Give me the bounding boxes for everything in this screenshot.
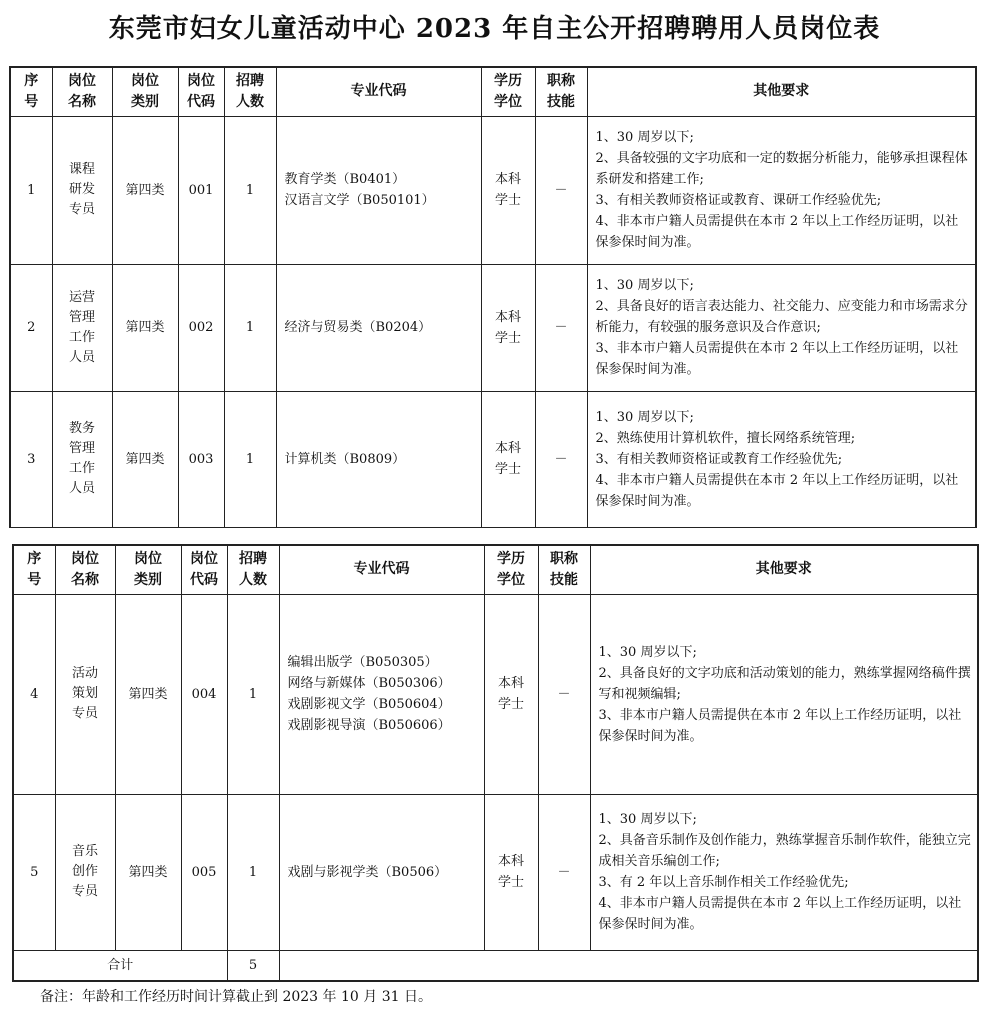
page-title: 东莞市妇女儿童活动中心 2023 年自主公开招聘聘用人员岗位表 (108, 14, 881, 44)
header-degree: 学历 学位 (484, 545, 538, 594)
cell-other: 1、30 周岁以下; 2、具备音乐制作及创作能力，熟练掌握音乐制作软件，能独立完成相关音乐编创工作; 3、有 2 年以上音乐制作相关工作经验优先; 4、非本市户籍人员需提供在本市 2 年以上工作经历证明，以社保参保时间为准。 (590, 794, 978, 950)
header-category: 岗位 类别 (115, 545, 181, 594)
cell-title-skill: － (535, 116, 587, 264)
table-row (13, 794, 978, 950)
cell-name: 运营 管理 工作 人员 (52, 264, 112, 391)
cell-major: 经济与贸易类（B0204） (276, 264, 481, 391)
cell-code: 004 (181, 594, 227, 794)
cell-degree: 本科 学士 (484, 594, 538, 794)
header-count: 招聘 人数 (224, 67, 276, 116)
cell-title-skill: － (538, 594, 590, 794)
cell-major: 教育学类（B0401） 汉语言文学（B050101） (276, 116, 481, 264)
cell-other: 1、30 周岁以下; 2、具备良好的文字功底和活动策划的能力，熟练掌握网络稿件撰写和视频编辑; 3、非本市户籍人员需提供在本市 2 年以上工作经历证明，以社保参保时间为准。 (590, 594, 978, 794)
header-count: 招聘 人数 (227, 545, 279, 594)
cell-count: 1 (227, 794, 279, 950)
cell-other: 1、30 周岁以下; 2、熟练使用计算机软件，擅长网络系统管理; 3、有相关教师资格证或教育工作经验优先; 4、非本市户籍人员需提供在本市 2 年以上工作经历证明，以社保参保时间为准。 (587, 391, 976, 527)
cell-seq: 5 (13, 794, 55, 950)
cell-seq: 3 (10, 391, 52, 527)
table-row (10, 116, 976, 264)
total-row (13, 950, 978, 981)
header-degree: 学历 学位 (481, 67, 535, 116)
cell-name: 音乐 创作 专员 (55, 794, 115, 950)
table-row (13, 594, 978, 794)
header-name: 岗位 名称 (52, 67, 112, 116)
table-row (10, 391, 976, 527)
cell-seq: 4 (13, 594, 55, 794)
header-title-skill: 职称 技能 (535, 67, 587, 116)
cell-code: 001 (178, 116, 224, 264)
cell-degree: 本科 学士 (484, 794, 538, 950)
cell-degree: 本科 学士 (481, 264, 535, 391)
total-label: 合计 (13, 950, 227, 981)
cell-seq: 1 (10, 116, 52, 264)
cell-name: 教务 管理 工作 人员 (52, 391, 112, 527)
cell-degree: 本科 学士 (481, 391, 535, 527)
header-code: 岗位 代码 (178, 67, 224, 116)
cell-category: 第四类 (112, 116, 178, 264)
cell-count: 1 (227, 594, 279, 794)
table-row (10, 264, 976, 391)
header-seq: 序 号 (13, 545, 55, 594)
header-other: 其他要求 (590, 545, 978, 594)
header-title-skill: 职称 技能 (538, 545, 590, 594)
header-other: 其他要求 (587, 67, 976, 116)
cell-title-skill: － (535, 391, 587, 527)
cell-category: 第四类 (115, 594, 181, 794)
cell-name: 活动 策划 专员 (55, 594, 115, 794)
positions-table-part-1 (9, 66, 977, 528)
cell-category: 第四类 (112, 391, 178, 527)
header-major: 专业代码 (276, 67, 481, 116)
table-header-row (10, 67, 976, 116)
cell-name: 课程 研发 专员 (52, 116, 112, 264)
cell-code: 003 (178, 391, 224, 527)
header-seq: 序 号 (10, 67, 52, 116)
footnote: 备注：年龄和工作经历时间计算截止到 2023 年 10 月 31 日。 (40, 989, 432, 1005)
cell-major: 计算机类（B0809） (276, 391, 481, 527)
cell-category: 第四类 (112, 264, 178, 391)
positions-table-part-2 (12, 544, 979, 982)
cell-category: 第四类 (115, 794, 181, 950)
cell-count: 1 (224, 264, 276, 391)
cell-major: 戏剧与影视学类（B0506） (279, 794, 484, 950)
cell-code: 002 (178, 264, 224, 391)
cell-major: 编辑出版学（B050305） 网络与新媒体（B050306） 戏剧影视文学（B050604） 戏剧影视导演（B050606） (279, 594, 484, 794)
header-major: 专业代码 (279, 545, 484, 594)
total-empty (279, 950, 978, 981)
cell-degree: 本科 学士 (481, 116, 535, 264)
cell-seq: 2 (10, 264, 52, 391)
total-count: 5 (227, 950, 279, 981)
cell-count: 1 (224, 391, 276, 527)
cell-title-skill: － (538, 794, 590, 950)
cell-count: 1 (224, 116, 276, 264)
cell-other: 1、30 周岁以下; 2、具备较强的文字功底和一定的数据分析能力，能够承担课程体系研发和搭建工作; 3、有相关教师资格证或教育、课研工作经验优先; 4、非本市户籍人员需提供在本市 2 年以上工作经历证明，以社保参保时间为准。 (587, 116, 976, 264)
cell-title-skill: － (535, 264, 587, 391)
cell-code: 005 (181, 794, 227, 950)
cell-other: 1、30 周岁以下; 2、具备良好的语言表达能力、社交能力、应变能力和市场需求分析能力，有较强的服务意识及合作意识; 3、非本市户籍人员需提供在本市 2 年以上工作经历证明，以社保参保时间为准。 (587, 264, 976, 391)
header-code: 岗位 代码 (181, 545, 227, 594)
table-header-row (13, 545, 978, 594)
header-category: 岗位 类别 (112, 67, 178, 116)
header-name: 岗位 名称 (55, 545, 115, 594)
